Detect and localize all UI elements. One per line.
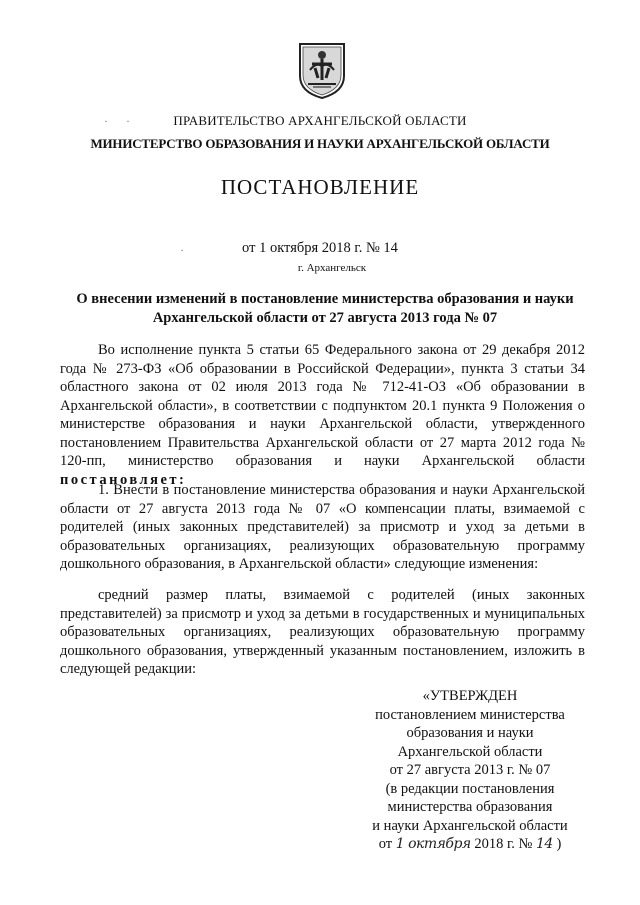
- preamble-text: Во исполнение пункта 5 статьи 65 Федерального закона от 29 декабря 2012 года № 273-ФЗ «Об образовании в Российской Федерации», пункта 3 статьи 34 областного закона от 02 июля 2013 года № 712-41-ОЗ «Об образовании в Архангельской области», в соответствии с подпунктом 20.1 пункта 9 Положения о министерстве образования и науки Архангельской области, утвержденного постановлением Правительства Архангельской области от 27 марта 2012 года № 120-пп, министерство образования и науки Архангельской области: [60, 342, 585, 469]
- approval-year-number-label: 2018 г. №: [474, 836, 533, 852]
- approval-line-4: Архангельской области: [397, 743, 543, 760]
- resolves-word: постановляет:: [60, 471, 187, 488]
- approval-closing-bracket: ): [556, 836, 562, 852]
- approval-stamp-block: [355, 687, 585, 854]
- preamble-paragraph: [60, 341, 585, 489]
- handwritten-number: 14: [535, 836, 553, 852]
- document-type: ПОСТАНОВЛЕНИЕ: [220, 175, 420, 199]
- approval-line-8: и науки Архангельской области: [372, 817, 568, 834]
- coat-of-arms-icon: [296, 40, 348, 100]
- clause-1-paragraph: 1. Внести в постановление министерства образования и науки Архангельской области от 27 августа 2013 года № 07 «О компенсации платы, взимаемой с родителей (иных законных представителей) за присмотр и уход за детьми в образовательных организациях, реализующих образовательную программу дошкольного образования, в Архангельской области» следующие изменения:: [60, 482, 585, 572]
- document-city: г. Архангельск: [297, 262, 367, 274]
- approval-from-label: от: [378, 836, 393, 852]
- ministry-name: МИНИСТЕРСТВО ОБРАЗОВАНИЯ И НАУКИ АРХАНГЕЛЬСКОЙ ОБЛАСТИ: [90, 136, 550, 151]
- approval-line-5: от 27 августа 2013 г. № 07: [389, 762, 551, 778]
- approval-line-3: образования и науки: [406, 725, 534, 741]
- approval-line-6: (в редакции постановления: [385, 780, 555, 797]
- approval-line-7: министерства образования: [387, 799, 553, 815]
- document-date-number: от 1 октября 2018 г. № 14: [242, 240, 398, 256]
- approval-line-9: [355, 835, 585, 854]
- document-subject: О внесении изменений в постановление министерства образования и науки Архангельской области от 27 августа 2013 года № 07: [76, 291, 574, 326]
- scan-mark: ·: [126, 114, 130, 128]
- clause-1-detail-paragraph: средний размер платы, взимаемой с родителей (иных законных представителей) за присмотр и уход за детьми в государственных и муниципальных образовательных организациях, реализующих образовательную программу дошкольного образования, утвержденный указанным постановлением, изложить в следующей редакции:: [60, 587, 585, 677]
- government-name: ПРАВИТЕЛЬСТВО АРХАНГЕЛЬСКОЙ ОБЛАСТИ: [173, 113, 467, 128]
- scan-mark: ·: [180, 243, 184, 257]
- handwritten-date: 1 октября: [395, 836, 471, 852]
- approval-line-1: «УТВЕРЖДЕН: [422, 688, 518, 704]
- scan-mark: ·: [104, 114, 108, 128]
- approval-line-2: постановлением министерства: [375, 706, 565, 723]
